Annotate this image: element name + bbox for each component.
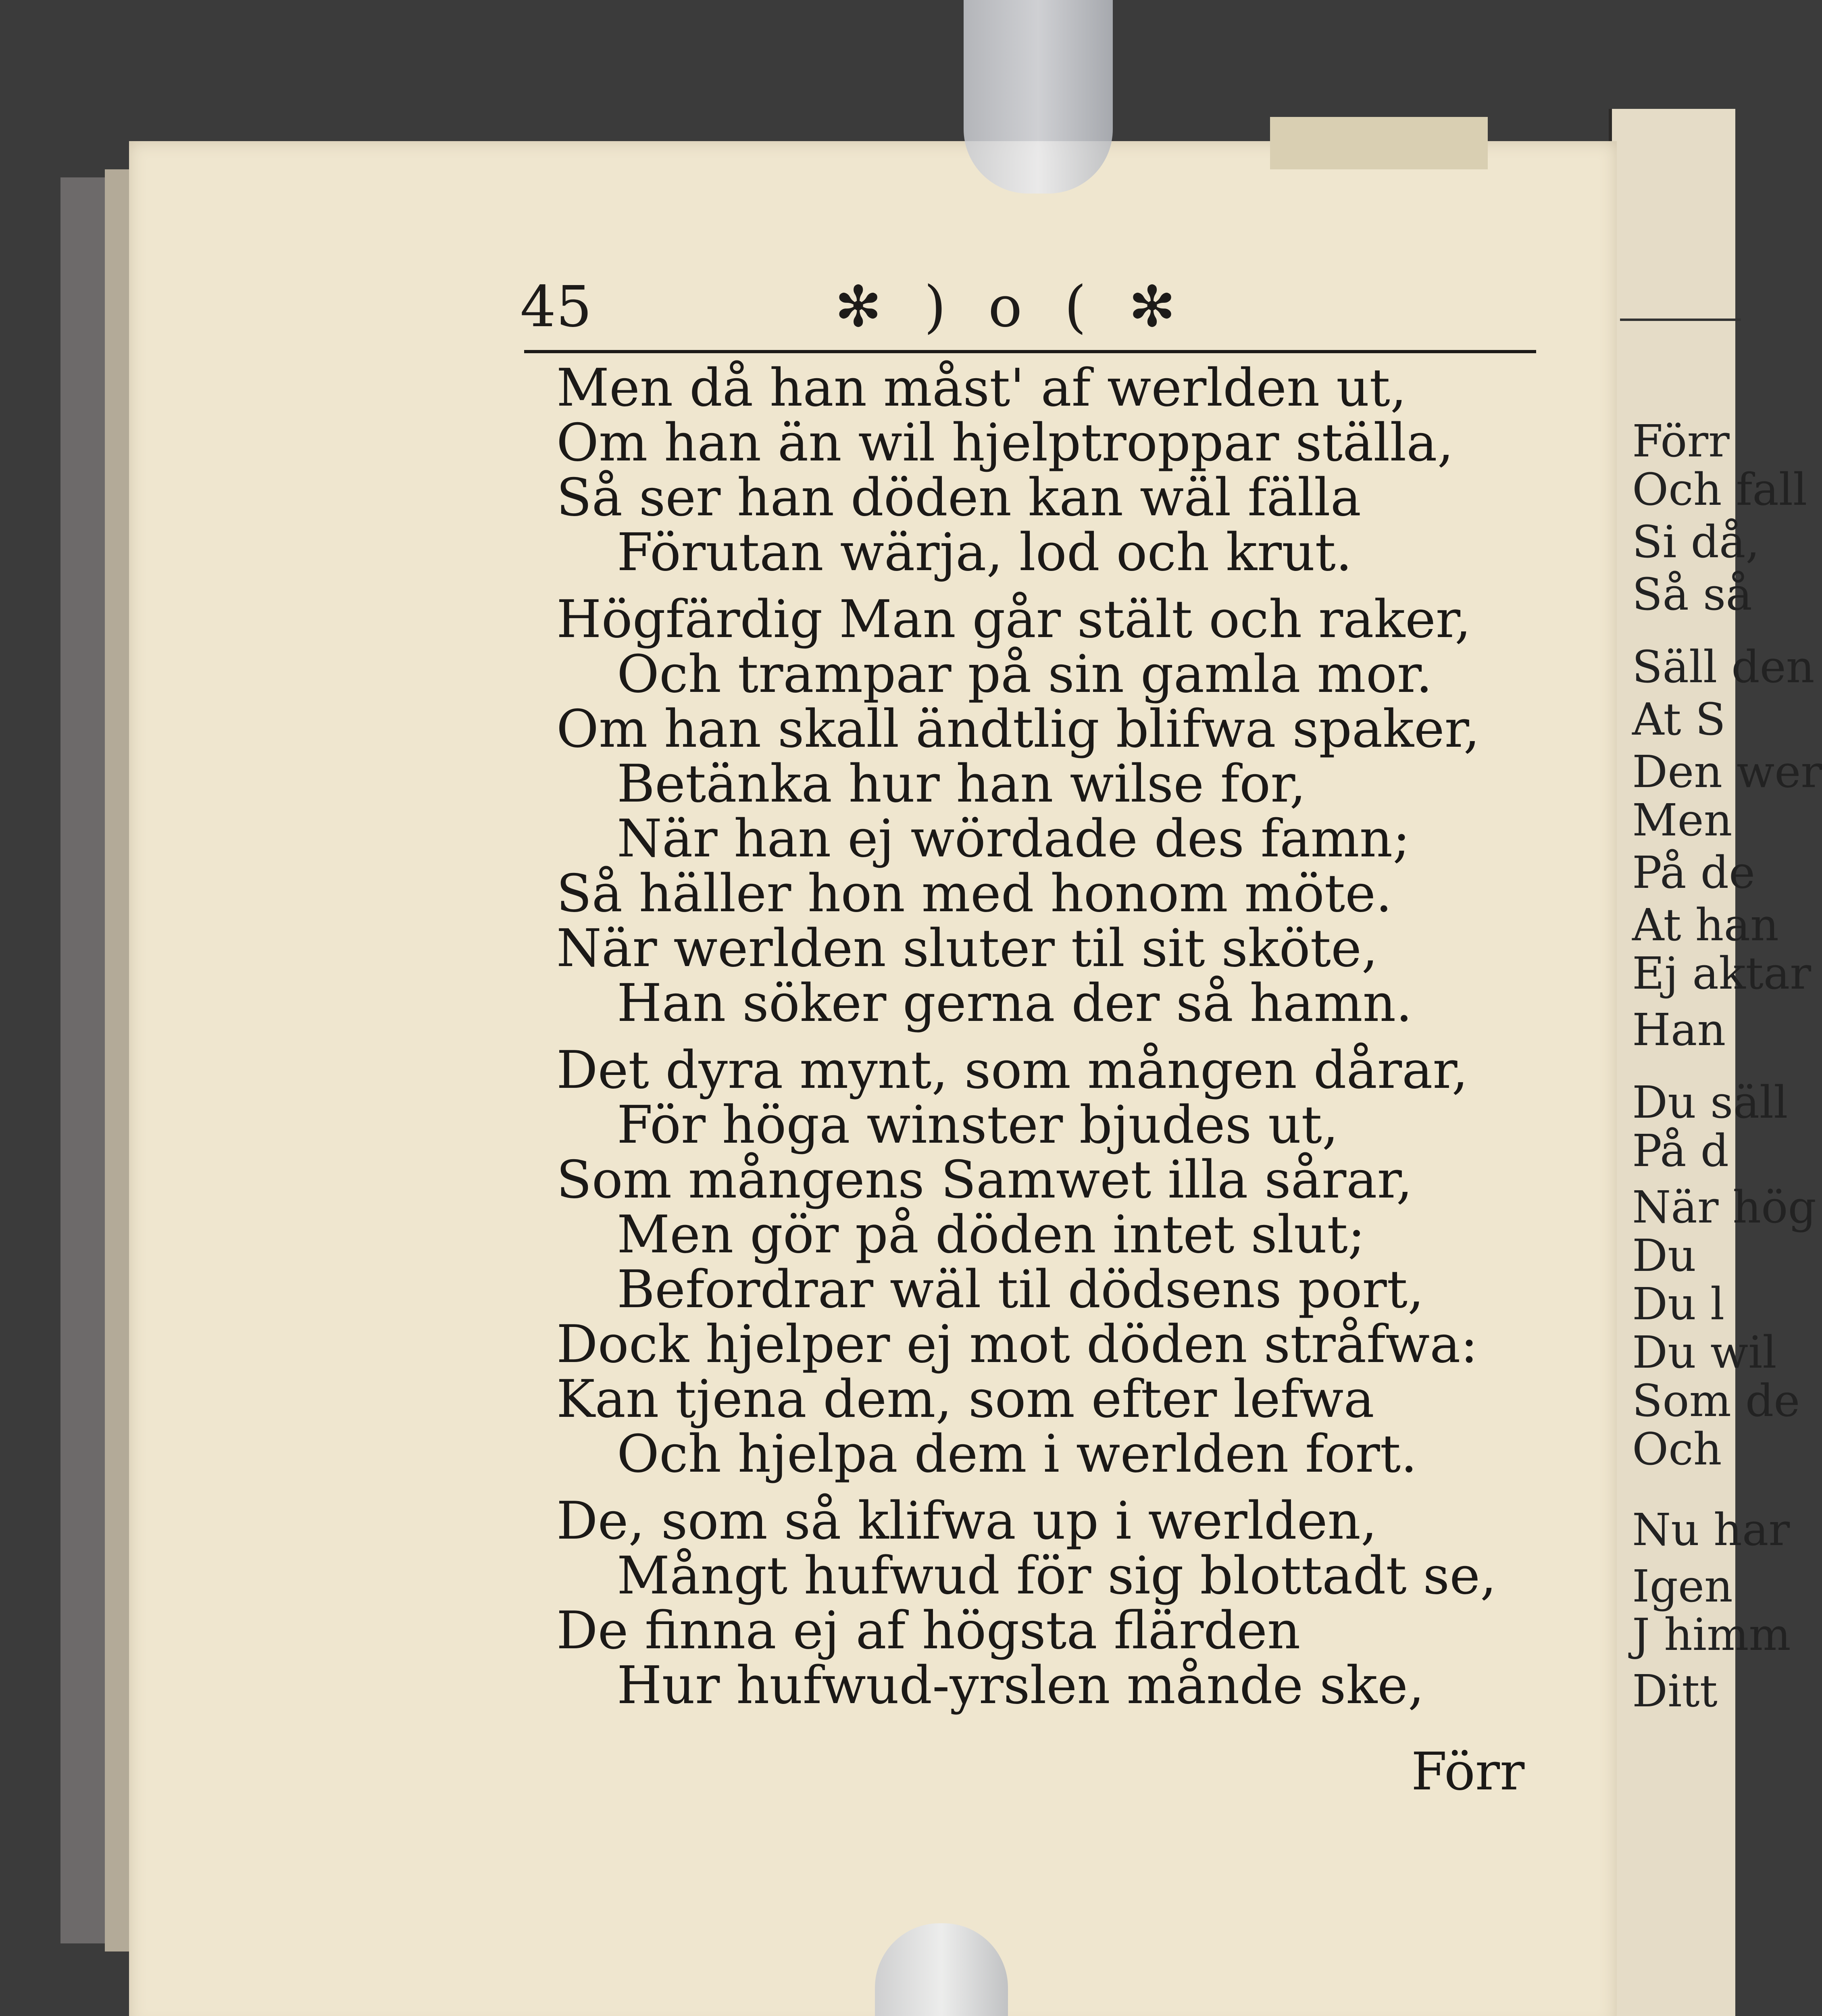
stanza [556,1491,1548,1716]
poem-text [556,358,1548,1725]
facing-page-line: Du wil [1632,1327,1777,1378]
facing-page-line: Men [1632,794,1732,846]
facing-page-line: Och [1632,1423,1722,1475]
poem-line: Om han skall ändtlig blifwa spaker, [556,699,1480,759]
facing-page-line: Så så [1632,569,1752,620]
facing-page-line: Den wer [1632,746,1822,798]
poem-line: De finna ej af högsta flärden [556,1601,1301,1661]
poem-line: När han ej wördade des famn; [617,809,1410,869]
facing-page-line: Förr [1632,415,1730,467]
stanza [556,1040,1548,1484]
poem-line: Som mångens Samwet illa sårar, [556,1150,1413,1210]
header-ornament: ✻ ) o ( ✻ [835,274,1188,340]
poem-line: Om han än wil hjelptroppar ställa, [556,413,1454,473]
paper-tab [1270,117,1488,169]
poem-line: För höga winster bjudes ut, [617,1095,1339,1155]
facing-page-line: At S [1632,694,1726,745]
poem-line: Men gör på döden intet slut; [617,1205,1365,1265]
poem-line: Dock hjelper ej mot döden stråfwa: [556,1314,1478,1375]
poem-line: Förutan wärja, lod och krut. [617,523,1352,583]
poem-line: När werlden sluter til sit sköte, [556,918,1378,979]
facing-page-line: När hög [1632,1181,1816,1233]
stanza [556,358,1548,583]
facing-page [1609,109,1822,2016]
page-number: 45 [520,274,592,340]
facing-page-line: På de [1632,847,1755,898]
facing-page-line: På d [1632,1125,1729,1177]
poem-line: Mångt hufwud för sig blottadt se, [617,1546,1497,1606]
stanza [556,589,1548,1033]
poem-line: Han söker gerna der så hamn. [617,973,1412,1033]
facing-page-line: At han [1632,899,1779,951]
page-header [520,258,1536,347]
header-rule [524,350,1536,353]
facing-page-line: Du l [1632,1278,1725,1330]
poem-line: Så häller hon med honom möte. [556,864,1392,924]
facing-page-rule [1620,319,1741,321]
poem-line: Befordrar wäl til dödsens port, [617,1260,1424,1320]
poem-line: Hur hufwud-yrslen månde ske, [617,1656,1424,1716]
poem-line: Kan tjena dem, som efter lefwa [556,1369,1374,1429]
facing-page-line: Du säll [1632,1077,1788,1128]
facing-page-line: J himm [1632,1609,1791,1660]
facing-page-line: Ej aktar [1632,948,1811,999]
facing-page-line: Du [1632,1230,1697,1281]
poem-line: Och hjelpa dem i werlden fort. [617,1424,1417,1484]
facing-page-line: Ditt [1632,1665,1718,1717]
poem-line: Det dyra mynt, som mången dårar, [556,1040,1468,1100]
page-clip-top [964,0,1113,194]
facing-page-line: Nu har [1632,1504,1790,1556]
facing-page-line: Säll den [1632,641,1815,693]
poem-line: Så ser han döden kan wäl fälla [556,468,1362,528]
facing-page-line: Han [1632,1004,1726,1056]
poem-line: Men då han måst' af werlden ut, [556,358,1407,418]
facing-page-line: Som de [1632,1375,1800,1427]
facing-page-line: Och fall [1632,464,1807,515]
catchword: Förr [1411,1742,1525,1802]
facing-page-line: Si då, [1632,516,1760,568]
poem-line: Betänka hur han wilse for, [617,754,1306,814]
facing-page-line: Igen [1632,1560,1733,1612]
poem-line: Och trampar på sin gamla mor. [617,644,1433,704]
poem-line: Högfärdig Man går stält och raker, [556,589,1471,650]
poem-line: De, som så klifwa up i werlden, [556,1491,1377,1551]
